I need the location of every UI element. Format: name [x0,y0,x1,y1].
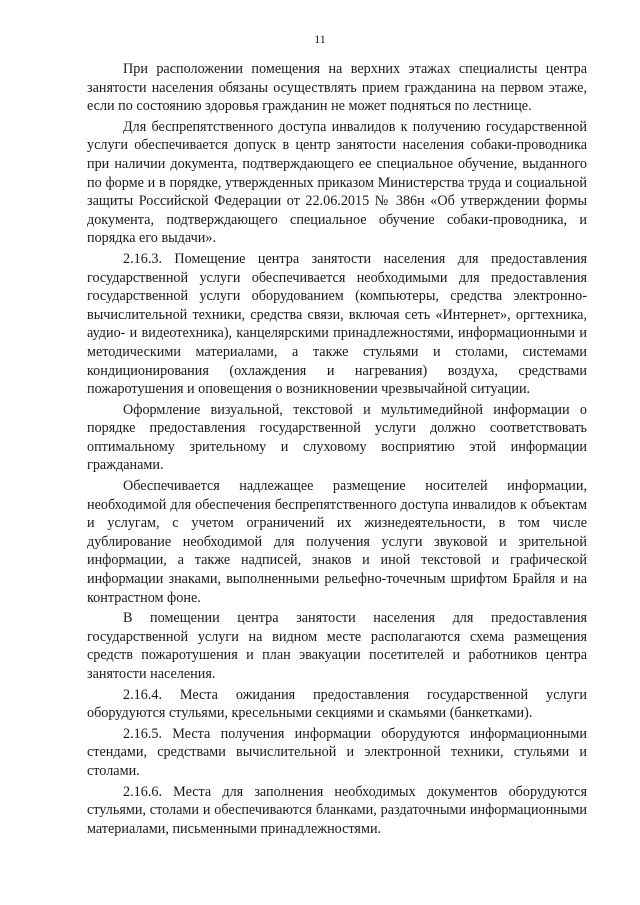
paragraph: Для беспрепятственного доступа инвалидов к получению государственной услуги обеспечивается допуск в центр занятости населения собаки-проводника при наличии документа, подтверждающего ее специальное обучение, выданного по форме и в порядке, утвержденных приказом Министерства труда и социальной защиты Российской Федерации от 22.06.2015 № 386н «Об утверждении формы документа, подтверждающего специальное обучение собаки-проводника, и порядка его выдачи». [87,118,587,247]
paragraph: 2.16.4. Места ожидания предоставления государственной услуги оборудуются стульями, кресельными секциями и скамьями (банкетками). [87,686,587,722]
paragraph: 2.16.6. Места для заполнения необходимых документов оборудуются стульями, столами и обеспечиваются бланками, раздаточными информационными материалами, письменными принадлежностями. [87,783,587,837]
page-body [87,60,587,840]
paragraph: 2.16.5. Места получения информации оборудуются информационными стендами, средствами вычислительной и электронной техники, стульями и столами. [87,725,587,779]
page-number: 11 [314,32,326,46]
paragraph: В помещении центра занятости населения для предоставления государственной услуги на видном месте располагаются схема размещения средств пожаротушения и план эвакуации посетителей и работников центра занятости населения. [87,610,587,682]
paragraph: Обеспечивается надлежащее размещение носителей информации, необходимой для обеспечения беспрепятственного доступа инвалидов к объектам и услугам, с учетом ограничений их жизнедеятельности, в том числе дублирование необходимой для получения услуги звуковой и зрительной информации, а также надписей, знаков и иной текстовой и графической информации знаками, выполненными рельефно-точечным шрифтом Брайля и на контрастном фоне. [87,478,587,606]
paragraph: 2.16.3. Помещение центра занятости населения для предоставления государственной услуги обеспечивается необходимыми для предоставления государственной услуги оборудованием (компьютеры, средства электронно-вычислительной техники, средства связи, включая сеть «Интернет», оргтехника, аудио- и видеотехника), канцелярскими принадлежностями, информационными и методическими материалами, а также стульями и столами, системами кондиционирования (охлаждения и нагревания) воздуха, средствами пожаротушения и оповещения о возникновении чрезвычайной ситуации. [87,250,587,398]
paragraph: Оформление визуальной, текстовой и мультимедийной информации о порядке предоставления государственной услуги должно соответствовать оптимальному зрительному и слуховому восприятию этой информации гражданами. [87,401,587,474]
paragraph: При расположении помещения на верхних этажах специалисты центра занятости населения обязаны осуществлять прием гражданина на первом этаже, если по состоянию здоровья гражданин не может подняться по лестнице. [87,61,587,115]
